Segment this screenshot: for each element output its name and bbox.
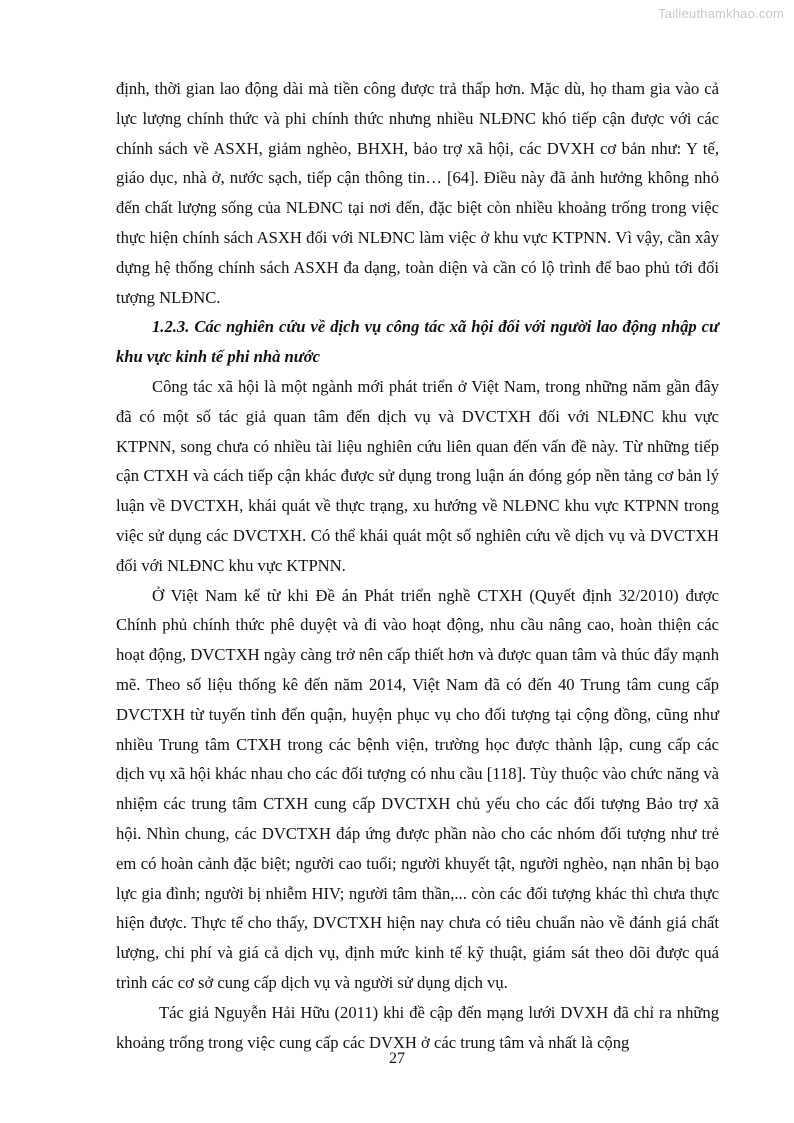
paragraph-2: Công tác xã hội là một ngành mới phát triển ở Việt Nam, trong những năm gần đây đã có một số tác giả quan tâm đến dịch vụ và DVCTXH đối với NLĐNC khu vực KTPNN, song chưa có nhiều tài liệu nghiên cứu liên quan đến vấn đề này. Từ những tiếp cận CTXH và cách tiếp cận khác được sử dụng trong luận án đóng góp nền tảng cơ bản lý luận về DVCTXH, khái quát về thực trạng, xu hướng về NLĐNC khu vực KTPNN trong việc sử dụng các DVCTXH. Có thể khái quát một số nghiên cứu về dịch vụ và DVCTXH đối với NLĐNC khu vực KTPNN. [116, 376, 719, 575]
section-heading: 1.2.3. Các nghiên cứu về dịch vụ công tác xã hội đối với người lao động nhập cư khu vực kinh tế phi nhà nước [116, 317, 719, 367]
paragraph-3: Ở Việt Nam kể từ khi Đề án Phát triển nghề CTXH (Quyết định 32/2010) được Chính phủ chính thức phê duyệt và đi vào hoạt động, nhu cầu nâng cao, hoàn thiện các hoạt động, DVCTXH ngày càng trở nên cấp thiết hơn và được quan tâm và thúc đẩy mạnh mẽ. Theo số liệu thống kê đến năm 2014, Việt Nam đã có đến 40 Trung tâm cung cấp DVCTXH từ tuyến tỉnh đến quận, huyện phục vụ cho đối tượng tại cộng đồng, cũng như nhiều Trung tâm CTXH trong các bệnh viện, trường học được thành lập, cung cấp các dịch vụ xã hội khác nhau cho các đối tượng có nhu cầu [118]. Tùy thuộc vào chức năng và nhiệm các trung tâm CTXH cung cấp DVCTXH chủ yếu cho các đối tượng Bảo trợ xã hội. Nhìn chung, các DVCTXH đáp ứng được phần nào cho các nhóm đối tượng như trẻ em có hoàn cảnh đặc biệt; người cao tuổi; người khuyết tật, người nghèo, nạn nhân bị bạo lực gia đình; người bị nhiễm HIV; người tâm thần,... còn các đối tượng khác thì chưa thực hiện được. Thực tế cho thấy, DVCTXH hiện nay chưa có tiêu chuẩn nào về đánh giá chất lượng, chi phí và giá cả dịch vụ, định mức kinh tế kỹ thuật, giám sát theo dõi được quá trình các cơ sở cung cấp dịch vụ và người sử dụng dịch vụ. [116, 585, 719, 992]
document-body [116, 74, 719, 1057]
paragraph-4: Tác giả Nguyễn Hải Hữu (2011) khi đề cập đến mạng lưới DVXH đã chỉ ra những khoảng trống trong việc cung cấp các DVXH ở các trung tâm và nhất là cộng [116, 1002, 719, 1052]
paragraph-1: định, thời gian lao động dài mà tiền công được trả thấp hơn. Mặc dù, họ tham gia vào cả lực lượng chính thức và phi chính thức nhưng nhiều NLĐNC khó tiếp cận được với các chính sách về ASXH, giảm nghèo, BHXH, bảo trợ xã hội, các DVXH cơ bản như: Y tế, giáo dục, nhà ở, nước sạch, tiếp cận thông tin… [64]. Điều này đã ảnh hưởng không nhỏ đến chất lượng sống của NLĐNC tại nơi đến, đặc biệt còn nhiều khoảng trống trong việc thực hiện chính sách ASXH đối với NLĐNC làm việc ở khu vực KTPNN. Vì vậy, cần xây dựng hệ thống chính sách ASXH đa dạng, toàn diện và cần có lộ trình để bao phủ tới đối tượng NLĐNC. [116, 79, 719, 307]
watermark: Tailieuthamkhao.com [658, 6, 784, 21]
page-number: 27 [389, 1050, 405, 1067]
